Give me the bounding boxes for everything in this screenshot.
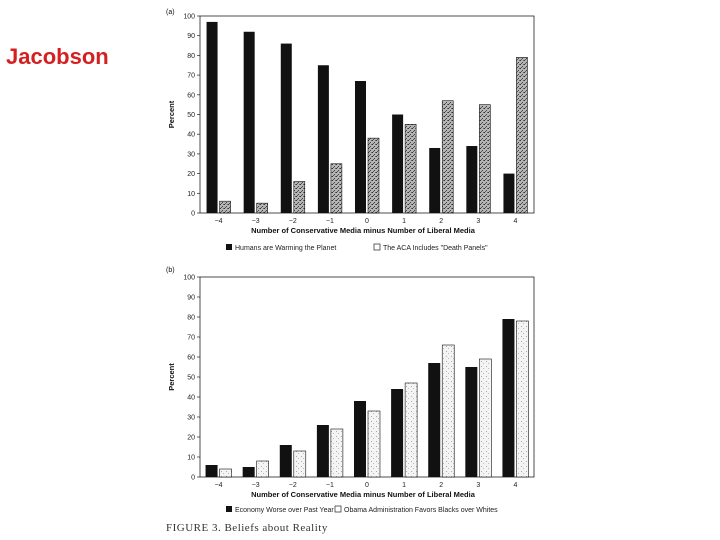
x-tick-label: 0 (365, 218, 369, 225)
x-axis-title: Number of Conservative Media minus Number of Liberal Media (251, 490, 475, 499)
y-tick-label: 10 (187, 190, 195, 198)
legend-label-series1: Economy Worse over Past Year (235, 507, 334, 514)
y-tick-label: 60 (187, 354, 195, 362)
y-tick-label: 70 (187, 334, 195, 342)
chart-panel-a (166, 9, 534, 252)
bar-series1 (465, 367, 477, 477)
y-tick-label: 100 (183, 274, 195, 282)
bar-series2 (257, 461, 269, 477)
bar-series2 (479, 359, 491, 477)
x-tick-label: 0 (365, 482, 369, 489)
x-tick-label: 2 (439, 482, 444, 489)
bar-series1 (428, 363, 440, 477)
x-tick-label: 4 (513, 218, 518, 225)
y-tick-label: 30 (187, 151, 195, 159)
bar-series2 (331, 429, 343, 477)
y-tick-label: 10 (187, 454, 195, 462)
y-tick-label: 0 (191, 210, 195, 218)
bar-series2 (442, 101, 453, 213)
bar-series2 (220, 201, 231, 213)
x-tick-label: 3 (476, 218, 481, 225)
y-tick-label: 90 (187, 33, 195, 41)
x-tick-label: 4 (513, 482, 518, 489)
bar-series1 (391, 389, 403, 477)
y-tick-label: 20 (187, 171, 195, 179)
bar-series2 (294, 451, 306, 477)
bar-series2 (405, 383, 417, 477)
bar-series2 (516, 57, 527, 213)
y-tick-label: 30 (187, 414, 195, 422)
bar-series2 (220, 469, 232, 477)
panel-label: (b) (166, 267, 175, 274)
y-tick-label: 40 (187, 394, 195, 402)
panel-label: (a) (166, 9, 175, 16)
bar-series1 (502, 319, 514, 477)
y-tick-label: 80 (187, 52, 195, 60)
x-tick-label: −4 (214, 482, 223, 489)
legend-swatch-series2 (374, 244, 380, 250)
y-tick-label: 60 (187, 92, 195, 100)
bar-series1 (354, 401, 366, 477)
bar-series2 (368, 411, 380, 477)
legend-label-series1: Humans are Warming the Planet (235, 245, 337, 252)
y-tick-label: 20 (187, 434, 195, 442)
y-tick-label: 100 (183, 13, 195, 21)
y-tick-label: 50 (187, 112, 195, 119)
y-axis-title: Percent (167, 100, 176, 129)
bar-series1 (317, 425, 329, 477)
legend-label-series2: Obama Administration Favors Blacks over Whites (344, 507, 498, 514)
x-tick-label: 2 (439, 218, 444, 225)
bar-series1 (503, 174, 514, 213)
y-tick-label: 80 (187, 314, 195, 322)
bar-series1 (466, 146, 477, 213)
legend-swatch-series1 (226, 506, 232, 512)
bar-series1 (355, 81, 366, 213)
bar-series1 (429, 148, 440, 213)
legend-swatch-series1 (226, 244, 232, 250)
slide-title: Jacobson (6, 44, 109, 69)
figure-caption: FIGURE 3. Beliefs about Reality (166, 522, 328, 534)
x-tick-label: −3 (251, 482, 260, 489)
bar-series2 (368, 138, 379, 213)
bar-series1 (207, 22, 218, 213)
bar-series1 (281, 44, 292, 213)
bar-series1 (392, 115, 403, 214)
x-tick-label: −2 (288, 218, 297, 225)
bar-series2 (479, 105, 490, 213)
x-tick-label: −2 (288, 482, 297, 489)
bar-series1 (244, 32, 255, 213)
legend-label-series2: The ACA Includes "Death Panels" (383, 245, 488, 252)
bar-series2 (294, 181, 305, 213)
x-axis-title: Number of Conservative Media minus Number of Liberal Media (251, 226, 475, 235)
bar-series1 (206, 465, 218, 477)
x-tick-label: −3 (251, 218, 260, 225)
x-tick-label: 1 (402, 218, 407, 225)
bar-series2 (257, 203, 268, 213)
x-tick-label: −1 (325, 482, 334, 489)
bar-series2 (442, 345, 454, 477)
x-tick-label: −1 (325, 218, 334, 225)
y-axis-title: Percent (167, 363, 176, 391)
x-tick-label: 3 (476, 482, 481, 489)
y-tick-label: 90 (187, 294, 195, 302)
bar-series2 (405, 124, 416, 213)
bar-series1 (318, 65, 329, 213)
chart-panel-b (166, 267, 534, 514)
y-tick-label: 40 (187, 131, 195, 139)
y-tick-label: 50 (187, 374, 195, 382)
x-tick-label: 1 (402, 482, 407, 489)
bar-series2 (516, 321, 528, 477)
y-tick-label: 70 (187, 72, 195, 80)
bar-series1 (280, 445, 292, 477)
bar-series2 (331, 164, 342, 213)
legend-swatch-series2 (335, 506, 341, 512)
y-tick-label: 0 (191, 474, 195, 482)
bar-series1 (243, 467, 255, 477)
x-tick-label: −4 (214, 218, 223, 225)
